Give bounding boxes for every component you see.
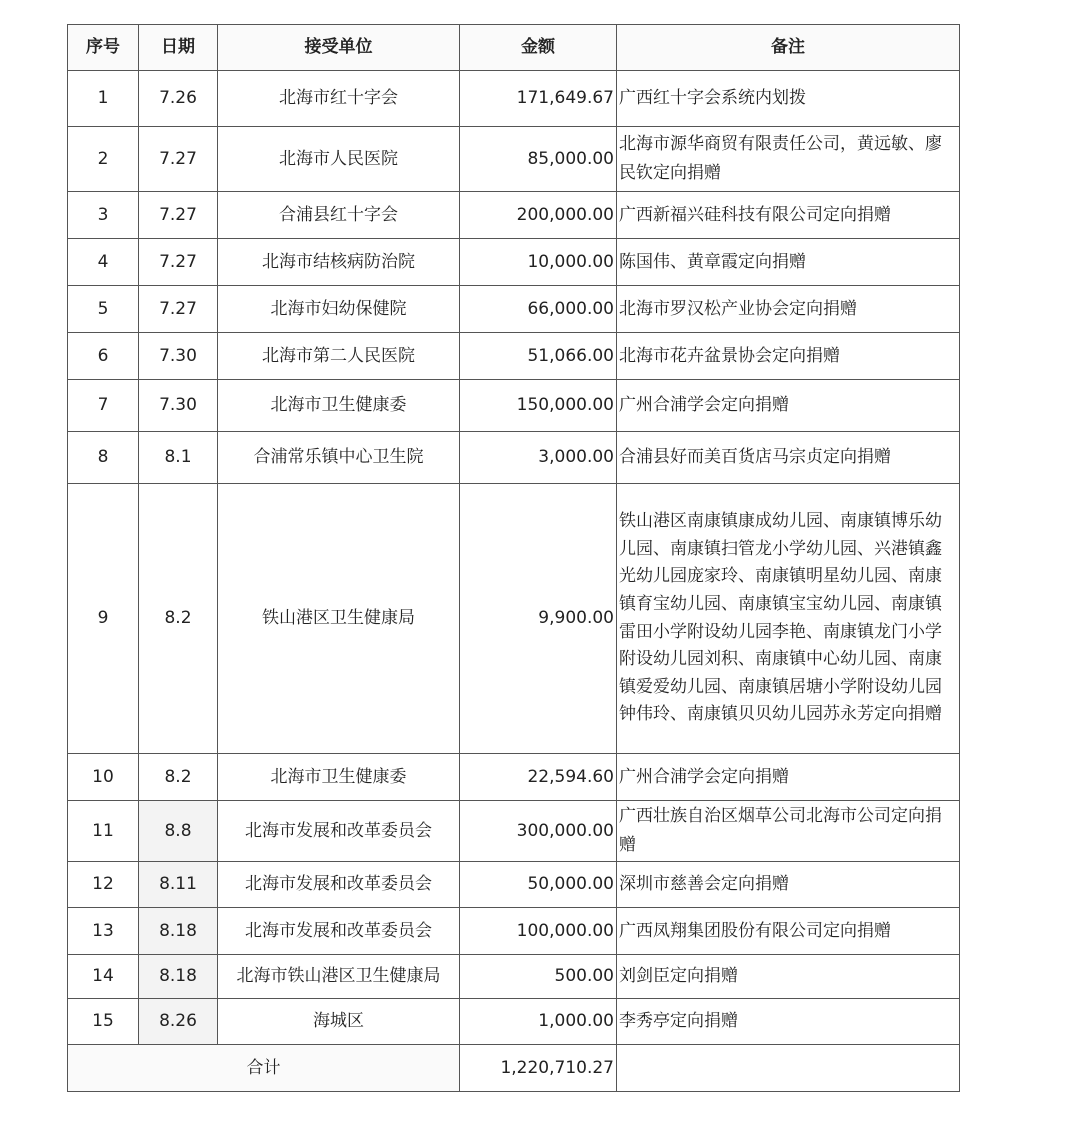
cell-note: 北海市花卉盆景协会定向捐赠 xyxy=(617,333,960,380)
cell-recipient: 北海市铁山港区卫生健康局 xyxy=(218,955,460,999)
cell-no: 15 xyxy=(68,999,139,1045)
cell-recipient: 合浦常乐镇中心卫生院 xyxy=(218,432,460,484)
cell-no: 5 xyxy=(68,286,139,333)
cell-amount: 500.00 xyxy=(460,955,617,999)
cell-note: 合浦县好而美百货店马宗贞定向捐赠 xyxy=(617,432,960,484)
cell-recipient: 北海市发展和改革委员会 xyxy=(218,908,460,955)
cell-amount: 85,000.00 xyxy=(460,127,617,192)
table-row xyxy=(68,192,960,239)
cell-no: 11 xyxy=(68,801,139,862)
cell-date: 7.26 xyxy=(139,71,218,127)
cell-no: 14 xyxy=(68,955,139,999)
table-row xyxy=(68,333,960,380)
cell-date: 7.27 xyxy=(139,286,218,333)
cell-note: 李秀亭定向捐赠 xyxy=(617,999,960,1045)
cell-amount: 1,000.00 xyxy=(460,999,617,1045)
cell-recipient: 北海市第二人民医院 xyxy=(218,333,460,380)
cell-recipient: 海城区 xyxy=(218,999,460,1045)
cell-note: 陈国伟、黄章霞定向捐赠 xyxy=(617,239,960,286)
cell-no: 6 xyxy=(68,333,139,380)
cell-amount: 51,066.00 xyxy=(460,333,617,380)
cell-recipient: 北海市卫生健康委 xyxy=(218,380,460,432)
cell-amount: 3,000.00 xyxy=(460,432,617,484)
header-recipient: 接受单位 xyxy=(218,25,460,71)
header-no: 序号 xyxy=(68,25,139,71)
cell-recipient: 北海市红十字会 xyxy=(218,71,460,127)
cell-no: 7 xyxy=(68,380,139,432)
cell-amount: 50,000.00 xyxy=(460,862,617,908)
table-row xyxy=(68,754,960,801)
cell-date: 8.26 xyxy=(139,999,218,1045)
total-amount: 1,220,710.27 xyxy=(460,1045,617,1092)
header-note: 备注 xyxy=(617,25,960,71)
cell-amount: 9,900.00 xyxy=(460,484,617,754)
cell-note: 广西新福兴硅科技有限公司定向捐赠 xyxy=(617,192,960,239)
cell-date: 8.8 xyxy=(139,801,218,862)
cell-note: 广西红十字会系统内划拨 xyxy=(617,71,960,127)
cell-note: 广州合浦学会定向捐赠 xyxy=(617,380,960,432)
cell-no: 1 xyxy=(68,71,139,127)
header-amount: 金额 xyxy=(460,25,617,71)
cell-recipient: 铁山港区卫生健康局 xyxy=(218,484,460,754)
table-row xyxy=(68,239,960,286)
table-row xyxy=(68,484,960,754)
total-label: 合计 xyxy=(68,1045,460,1092)
total-row xyxy=(68,1045,960,1092)
table-row xyxy=(68,127,960,192)
cell-recipient: 北海市发展和改革委员会 xyxy=(218,862,460,908)
table-row xyxy=(68,71,960,127)
header-date: 日期 xyxy=(139,25,218,71)
cell-recipient: 合浦县红十字会 xyxy=(218,192,460,239)
cell-no: 9 xyxy=(68,484,139,754)
cell-amount: 10,000.00 xyxy=(460,239,617,286)
cell-note: 广西壮族自治区烟草公司北海市公司定向捐赠 xyxy=(617,801,960,862)
cell-date: 7.27 xyxy=(139,192,218,239)
cell-note: 北海市源华商贸有限责任公司，黄远敏、廖民钦定向捐赠 xyxy=(617,127,960,192)
cell-date: 8.18 xyxy=(139,908,218,955)
cell-amount: 171,649.67 xyxy=(460,71,617,127)
cell-note: 广州合浦学会定向捐赠 xyxy=(617,754,960,801)
cell-no: 8 xyxy=(68,432,139,484)
cell-date: 7.30 xyxy=(139,380,218,432)
cell-recipient: 北海市妇幼保健院 xyxy=(218,286,460,333)
table-row xyxy=(68,862,960,908)
cell-note: 铁山港区南康镇康成幼儿园、南康镇博乐幼儿园、南康镇扫管龙小学幼儿园、兴港镇鑫光幼儿园庞家玲、南康镇明星幼儿园、南康镇育宝幼儿园、南康镇宝宝幼儿园、南康镇雷田小学附设幼儿园李艳、南康镇龙门小学附设幼儿园刘积、南康镇中心幼儿园、南康镇爱爱幼儿园、南康镇居塘小学附设幼儿园钟伟玲、南康镇贝贝幼儿园苏永芳定向捐赠 xyxy=(617,484,960,754)
cell-note: 广西凤翔集团股份有限公司定向捐赠 xyxy=(617,908,960,955)
table-row xyxy=(68,955,960,999)
cell-date: 7.30 xyxy=(139,333,218,380)
cell-amount: 22,594.60 xyxy=(460,754,617,801)
table-row xyxy=(68,286,960,333)
donation-table xyxy=(67,24,960,1092)
cell-date: 7.27 xyxy=(139,127,218,192)
cell-no: 2 xyxy=(68,127,139,192)
cell-date: 8.2 xyxy=(139,484,218,754)
cell-date: 8.11 xyxy=(139,862,218,908)
cell-amount: 66,000.00 xyxy=(460,286,617,333)
cell-date: 8.2 xyxy=(139,754,218,801)
total-note xyxy=(617,1045,960,1092)
cell-date: 8.18 xyxy=(139,955,218,999)
cell-no: 12 xyxy=(68,862,139,908)
table-row xyxy=(68,999,960,1045)
table-row xyxy=(68,380,960,432)
cell-no: 3 xyxy=(68,192,139,239)
table-row xyxy=(68,908,960,955)
cell-no: 13 xyxy=(68,908,139,955)
cell-note: 北海市罗汉松产业协会定向捐赠 xyxy=(617,286,960,333)
cell-date: 8.1 xyxy=(139,432,218,484)
cell-date: 7.27 xyxy=(139,239,218,286)
cell-no: 10 xyxy=(68,754,139,801)
cell-amount: 100,000.00 xyxy=(460,908,617,955)
cell-recipient: 北海市结核病防治院 xyxy=(218,239,460,286)
cell-amount: 300,000.00 xyxy=(460,801,617,862)
cell-amount: 200,000.00 xyxy=(460,192,617,239)
cell-recipient: 北海市发展和改革委员会 xyxy=(218,801,460,862)
table-header-row xyxy=(68,25,960,71)
table-row xyxy=(68,432,960,484)
cell-note: 刘剑臣定向捐赠 xyxy=(617,955,960,999)
cell-recipient: 北海市卫生健康委 xyxy=(218,754,460,801)
cell-note: 深圳市慈善会定向捐赠 xyxy=(617,862,960,908)
cell-recipient: 北海市人民医院 xyxy=(218,127,460,192)
cell-amount: 150,000.00 xyxy=(460,380,617,432)
cell-no: 4 xyxy=(68,239,139,286)
table-row xyxy=(68,801,960,862)
